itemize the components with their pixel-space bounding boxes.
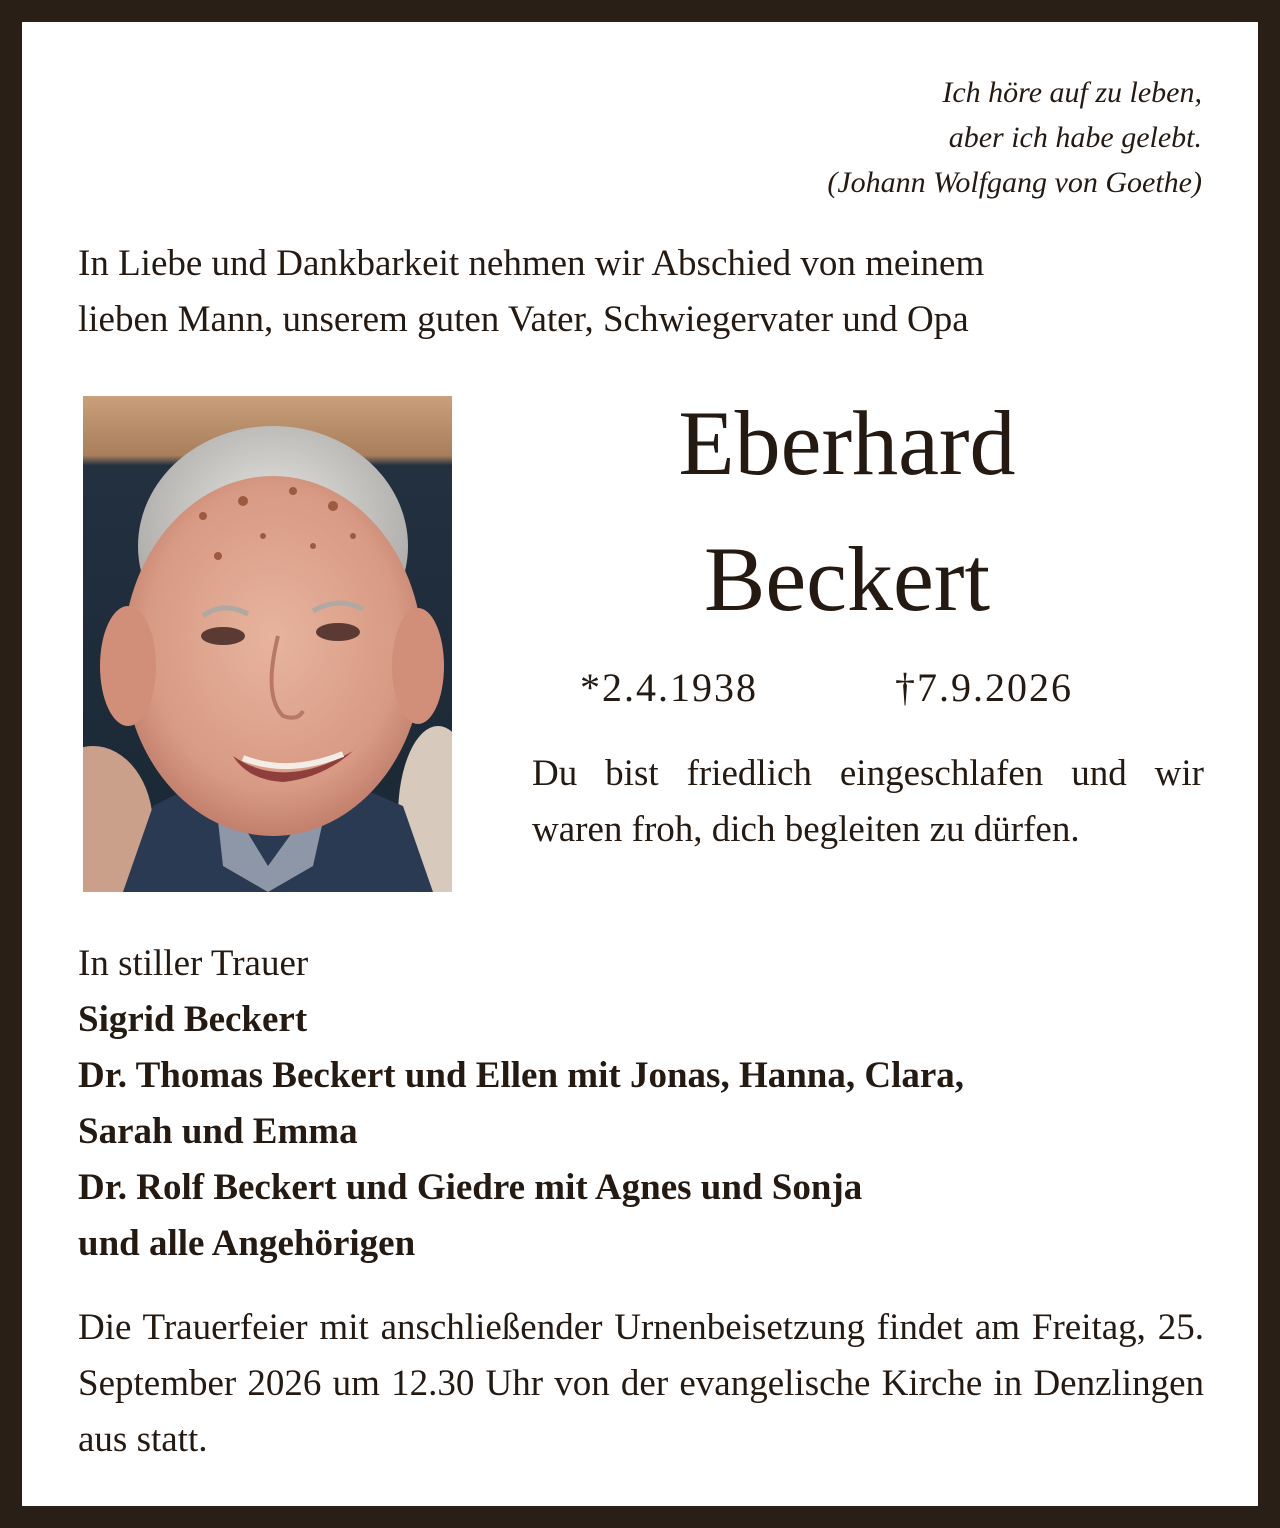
goethe-quote bbox=[827, 70, 1202, 205]
intro-line: In Liebe und Dankbarkeit nehmen wir Abschied von meinem bbox=[78, 243, 985, 284]
death-date: †7.9.2026 bbox=[895, 665, 1073, 710]
mourners-heading: In stiller Trauer bbox=[78, 943, 309, 984]
intro-line: lieben Mann, unserem guten Vater, Schwiegervater und Opa bbox=[78, 299, 969, 340]
intro-text bbox=[78, 236, 1204, 348]
birth-date: *2.4.1938 bbox=[580, 665, 758, 710]
mourner-line: Dr. Thomas Beckert und Ellen mit Jonas, Hanna, Clara, bbox=[78, 1055, 965, 1096]
mourner-line: Sarah und Emma bbox=[78, 1111, 358, 1152]
mourners-block bbox=[78, 936, 1218, 1272]
mourner-line: und alle Angehörigen bbox=[78, 1223, 416, 1264]
quote-attribution: (Johann Wolfgang von Goethe) bbox=[827, 166, 1202, 199]
quote-line: aber ich habe gelebt. bbox=[948, 121, 1202, 154]
service-announcement: Die Trauerfeier mit anschließender Urnenbeisetzung findet am Freitag, 25. September 2026 um 12.30 Uhr von der evangelische Kirche in Denzlingen aus statt. bbox=[78, 1307, 1204, 1460]
deceased-last-name: Beckert bbox=[703, 528, 991, 630]
quote-line: Ich höre auf zu leben, bbox=[942, 76, 1202, 109]
mourner-line: Dr. Rolf Beckert und Giedre mit Agnes und Sonja bbox=[78, 1167, 863, 1208]
portrait-photo bbox=[83, 396, 452, 892]
deceased-name bbox=[540, 375, 1154, 647]
farewell-text: Du bist friedlich eingeschlafen und wir waren froh, dich begleiten zu dürfen. bbox=[532, 753, 1204, 850]
mourner-line: Sigrid Beckert bbox=[78, 999, 308, 1040]
portrait-image bbox=[83, 396, 452, 892]
deceased-first-name: Eberhard bbox=[678, 392, 1016, 494]
